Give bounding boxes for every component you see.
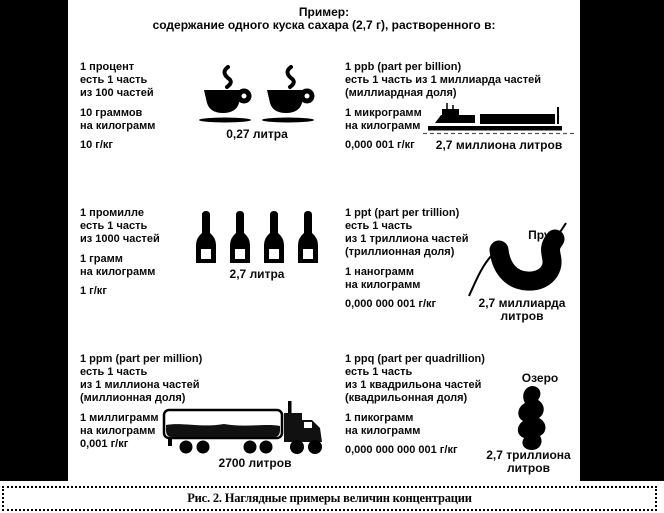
figure-title	[68, 6, 580, 32]
pond-icon	[467, 222, 577, 298]
text-line: из 1 квадрильона частей	[345, 379, 482, 391]
coffee-cups-icon	[198, 64, 316, 126]
tanker-ship-icon	[423, 102, 575, 136]
ppq-mass	[345, 412, 420, 438]
text-line: есть 1 часть	[80, 366, 148, 378]
text-line: 1 процент	[80, 61, 135, 73]
ppt-mass	[345, 266, 420, 292]
promille-rate: 1 г/кг	[80, 285, 107, 297]
promille-definition	[80, 207, 160, 246]
text-line: 1 миллиграмм	[80, 412, 159, 424]
percent-mass	[80, 107, 155, 133]
text-line: на килограмм	[80, 120, 156, 132]
promille-volume: 2,7 литра	[229, 267, 285, 281]
ppb-volume: 2,7 миллиона литров	[435, 138, 563, 152]
bottles-icon	[196, 211, 318, 266]
pond-label: Пруд	[528, 228, 558, 242]
text-line: 1 промилле	[80, 207, 144, 219]
ppq-definition	[345, 353, 485, 405]
percent-rate: 10 г/кг	[80, 139, 114, 151]
scan-margin-right	[580, 0, 664, 481]
text-line: 1 нанограмм	[345, 266, 414, 278]
promille-mass	[80, 253, 155, 279]
text-line: 1 ppb (part per billion)	[345, 61, 462, 73]
text-line: 1 ppt (part per trillion)	[345, 207, 460, 219]
figure-caption-box	[2, 486, 657, 511]
text-line: есть 1 часть из 1 миллиарда частей	[345, 74, 542, 86]
ppq-volume: 2,7 триллиона литров	[486, 448, 571, 475]
lake-icon	[510, 386, 562, 452]
text-line: на килограмм	[345, 120, 421, 132]
text-line: из 1 триллиона частей	[345, 233, 469, 245]
text-line: на килограмм	[80, 425, 156, 437]
text-line: есть 1 часть	[80, 220, 148, 232]
percent-definition	[80, 61, 154, 100]
ppm-mass	[80, 412, 159, 438]
text-line: (квадрильонная доля)	[345, 392, 468, 404]
text-line: на килограмм	[80, 266, 156, 278]
text-line: (миллионная доля)	[80, 392, 186, 404]
text-line: есть 1 часть	[345, 366, 413, 378]
scan-margin-left	[0, 0, 68, 481]
title-line: Пример:	[298, 5, 350, 19]
text-line: из 1 миллиона частей	[80, 379, 200, 391]
text-line: из 100 частей	[80, 87, 154, 99]
title-line: содержание одного куска сахара (2,7 г), растворенного в:	[152, 18, 496, 32]
text-line: 1 пикограмм	[345, 412, 414, 424]
text-line: 1 ppm (part per million)	[80, 353, 203, 365]
text-line: на килограмм	[345, 425, 421, 437]
ppq-rate: 0,000 000 000 001 г/кг	[345, 444, 458, 456]
text-line: (триллионная доля)	[345, 246, 455, 258]
ppb-definition	[345, 61, 541, 100]
ppt-volume: 2,7 миллиарда литров	[478, 296, 566, 323]
text-line: есть 1 часть	[80, 74, 148, 86]
ppt-rate: 0,000 000 001 г/кг	[345, 298, 437, 310]
lake-label: Озеро	[521, 371, 559, 385]
text-line: 1 ppq (part per quadrillion)	[345, 353, 485, 365]
tanker-truck-icon	[162, 397, 330, 457]
text-line: из 1000 частей	[80, 233, 160, 245]
ppt-definition	[345, 207, 469, 259]
ppb-mass	[345, 107, 422, 133]
text-line: 1 грамм	[80, 253, 123, 265]
percent-volume: 0,27 литра	[226, 127, 288, 141]
text-line: 1 микрограмм	[345, 107, 422, 119]
text-line: (миллиардная доля)	[345, 87, 457, 99]
figure-caption: Рис. 2. Наглядные примеры величин концентрации	[187, 491, 472, 505]
text-line: 10 граммов	[80, 107, 143, 119]
ppm-volume: 2700 литров	[218, 456, 292, 470]
ppm-rate: 0,001 г/кг	[80, 438, 129, 450]
text-line: есть 1 часть	[345, 220, 413, 232]
text-line: на килограмм	[345, 279, 421, 291]
ppb-rate: 0,000 001 г/кг	[345, 139, 415, 151]
